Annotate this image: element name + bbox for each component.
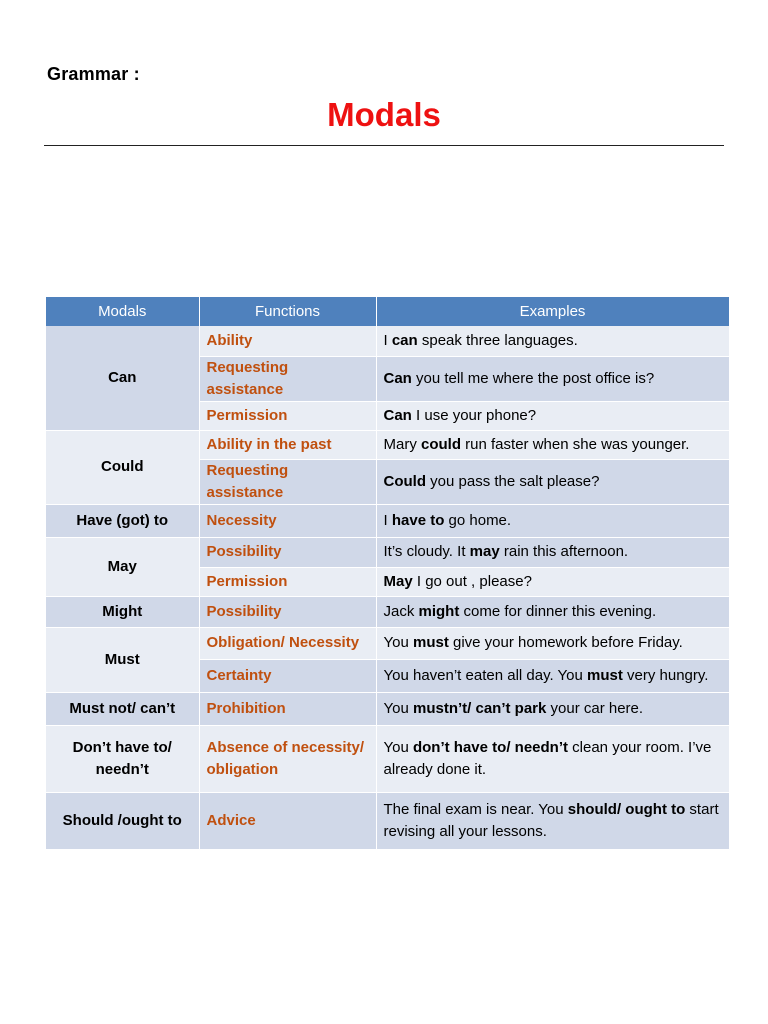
example-cell: [376, 725, 729, 792]
example-text: I: [383, 511, 392, 529]
example-text: Mary: [383, 435, 421, 453]
table-row: [46, 537, 729, 567]
function-cell: Obligation/ Necessity: [199, 627, 376, 659]
example-modal-emphasis: mustn’t/ can’t park: [412, 699, 547, 717]
example-cell: [376, 459, 729, 504]
modal-cell: Might: [46, 596, 199, 627]
function-cell: Absence of necessity/ obligation: [199, 725, 376, 792]
example-modal-emphasis: can: [391, 331, 418, 349]
function-cell: Ability in the past: [199, 430, 376, 459]
table-row: [46, 792, 729, 849]
example-text: go home.: [444, 511, 512, 529]
title-divider: [44, 145, 724, 146]
example-modal-emphasis: Could: [383, 472, 426, 490]
function-cell: Possibility: [199, 596, 376, 627]
table-row: [46, 627, 729, 659]
column-header-functions: Functions: [199, 297, 376, 326]
function-cell: Ability: [199, 326, 376, 356]
example-cell: [376, 567, 729, 596]
modal-cell: May: [46, 537, 199, 596]
function-cell: Necessity: [199, 504, 376, 537]
function-cell: Possibility: [199, 537, 376, 567]
example-modal-emphasis: may: [469, 543, 500, 560]
table-row: [46, 692, 729, 725]
example-text: The final exam is near. You: [383, 800, 568, 818]
example-text: It’s cloudy. It: [383, 543, 470, 560]
example-cell: [376, 537, 729, 567]
example-text: I use your phone?: [411, 406, 537, 424]
table-body: [46, 326, 729, 849]
function-cell: Requesting assistance: [199, 356, 376, 401]
header-row: [46, 297, 729, 326]
modals-table: [46, 297, 730, 850]
section-kicker: Grammar :: [47, 64, 140, 84]
example-text: come for dinner this evening.: [459, 602, 657, 620]
example-text: speak three languages.: [417, 331, 578, 349]
example-text: You: [383, 738, 413, 756]
example-text: you tell me where the post office is?: [411, 369, 655, 387]
table-header: [46, 297, 729, 326]
modal-cell: Must: [46, 627, 199, 692]
table-row: [46, 504, 729, 537]
example-text: run faster when she was younger.: [461, 435, 690, 453]
example-text: you pass the salt please?: [426, 472, 600, 490]
example-text: I go out , please?: [412, 572, 532, 590]
example-text: clean your room. I’ve already done it.: [383, 738, 712, 778]
modal-cell: Could: [46, 430, 199, 504]
example-cell: [376, 326, 729, 356]
example-cell: [376, 596, 729, 627]
example-modal-emphasis: don’t have to/ needn’t: [412, 738, 568, 756]
column-header-examples: Examples: [376, 297, 729, 326]
example-modal-emphasis: should/ ought to: [567, 800, 686, 818]
example-modal-emphasis: Can: [383, 369, 412, 387]
table-row: [46, 725, 729, 792]
example-text: rain this afternoon.: [499, 543, 629, 560]
table-row: [46, 430, 729, 459]
example-text: your car here.: [546, 699, 644, 717]
example-modal-emphasis: must: [412, 634, 449, 651]
example-text: Jack: [383, 602, 419, 620]
example-text: You: [383, 634, 413, 651]
example-modal-emphasis: could: [421, 435, 461, 453]
example-cell: [376, 356, 729, 401]
example-modal-emphasis: May: [383, 572, 413, 590]
example-cell: [376, 401, 729, 430]
example-text: start revising all your lessons.: [383, 800, 719, 840]
modal-cell: Have (got) to: [46, 504, 199, 537]
example-text: You haven’t eaten all day. You: [383, 666, 588, 684]
modal-cell: Can: [46, 326, 199, 430]
modal-cell: Should /ought to: [46, 792, 199, 849]
example-text: You: [383, 699, 413, 717]
modal-cell: Don’t have to/ needn’t: [46, 725, 199, 792]
page-title: Modals: [327, 96, 441, 133]
example-cell: [376, 692, 729, 725]
example-modal-emphasis: Can: [383, 406, 412, 424]
function-cell: Prohibition: [199, 692, 376, 725]
example-cell: [376, 792, 729, 849]
example-modal-emphasis: must: [587, 666, 623, 684]
example-cell: [376, 659, 729, 692]
example-cell: [376, 627, 729, 659]
table-row: [46, 596, 729, 627]
function-cell: Requesting assistance: [199, 459, 376, 504]
example-text: I: [383, 331, 392, 349]
table-row: [46, 326, 729, 356]
function-cell: Permission: [199, 401, 376, 430]
column-header-modals: Modals: [46, 297, 199, 326]
example-cell: [376, 430, 729, 459]
example-modal-emphasis: have to: [391, 511, 445, 529]
function-cell: Certainty: [199, 659, 376, 692]
function-cell: Permission: [199, 567, 376, 596]
modal-cell: Must not/ can’t: [46, 692, 199, 725]
example-text: very hungry.: [622, 666, 709, 684]
example-modal-emphasis: might: [418, 602, 460, 620]
example-cell: [376, 504, 729, 537]
function-cell: Advice: [199, 792, 376, 849]
example-text: give your homework before Friday.: [448, 634, 683, 651]
